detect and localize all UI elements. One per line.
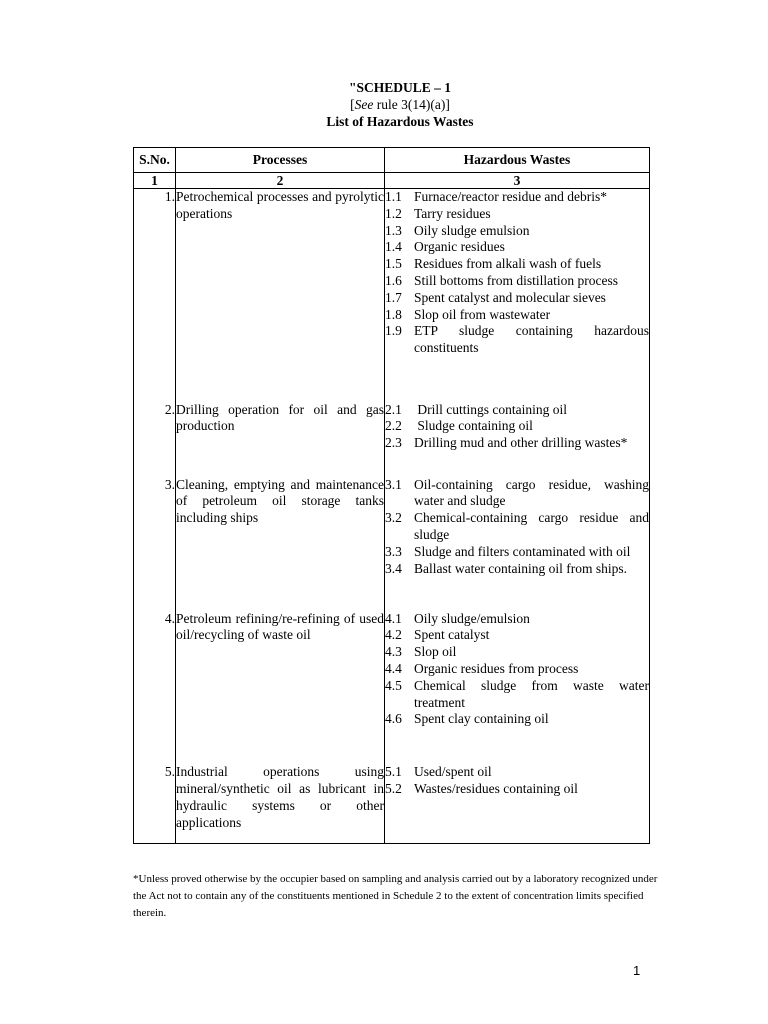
waste-item xyxy=(385,781,649,798)
row-sno: 4. xyxy=(134,611,176,749)
table-row xyxy=(134,764,650,843)
waste-item xyxy=(385,627,649,644)
waste-item xyxy=(385,402,649,419)
waste-number: 4.3 xyxy=(385,644,402,660)
row-sno: 3. xyxy=(134,477,176,595)
waste-number: 5.1 xyxy=(385,764,402,780)
row-process: Petrochemical processes and pyrolytic operations xyxy=(176,189,385,386)
hazardous-wastes-table xyxy=(133,147,650,844)
waste-item xyxy=(385,290,649,307)
waste-text: Slop oil from wastewater xyxy=(414,306,551,322)
waste-text: Spent clay containing oil xyxy=(414,711,549,727)
header-processes: Processes xyxy=(176,148,385,173)
waste-text: Oily sludge emulsion xyxy=(414,222,530,238)
waste-item xyxy=(385,644,649,661)
header-hazardous-wastes: Hazardous Wastes xyxy=(385,148,650,173)
waste-text: Chemical sludge from waste water treatment xyxy=(414,677,649,710)
waste-number: 1.4 xyxy=(385,239,402,255)
waste-number: 1.5 xyxy=(385,256,402,272)
waste-item xyxy=(385,561,649,578)
row-wastes xyxy=(385,764,650,843)
waste-item xyxy=(385,678,649,712)
waste-item xyxy=(385,544,649,561)
rule-reference xyxy=(0,96,768,113)
waste-number: 2.3 xyxy=(385,435,402,451)
waste-item xyxy=(385,418,649,435)
waste-number: 3.4 xyxy=(385,560,402,576)
waste-number: 1.9 xyxy=(385,323,402,339)
waste-item xyxy=(385,435,649,452)
waste-text: Spent catalyst xyxy=(414,627,490,643)
waste-number: 1.6 xyxy=(385,272,402,288)
row-process: Industrial operations using mineral/synthetic oil as lubricant in hydraulic systems or other applications xyxy=(176,764,385,843)
waste-number: 1.2 xyxy=(385,205,402,221)
waste-number: 3.2 xyxy=(385,510,402,526)
row-sno: 1. xyxy=(134,189,176,386)
waste-text: Still bottoms from distillation process xyxy=(414,272,618,288)
row-wastes xyxy=(385,611,650,749)
waste-item xyxy=(385,273,649,290)
waste-number: 2.1 xyxy=(385,401,402,417)
column-number-1: 1 xyxy=(134,173,176,189)
waste-number: 2.2 xyxy=(385,418,402,434)
row-sno: 2. xyxy=(134,402,176,461)
waste-text: Wastes/residues containing oil xyxy=(414,781,578,797)
waste-text: Sludge and filters contaminated with oil xyxy=(414,543,631,559)
table-row xyxy=(134,477,650,595)
waste-text: ETP sludge containing hazardous constituents xyxy=(414,323,649,356)
waste-number: 4.6 xyxy=(385,711,402,727)
waste-text: Organic residues from process xyxy=(414,661,579,676)
waste-number: 1.7 xyxy=(385,289,402,305)
waste-number: 1.1 xyxy=(385,189,402,204)
waste-number: 3.3 xyxy=(385,543,402,559)
row-wastes xyxy=(385,477,650,595)
waste-text: Sludge containing oil xyxy=(414,418,533,434)
waste-text: Furnace/reactor residue and debris* xyxy=(414,189,608,204)
waste-text: Tarry residues xyxy=(414,205,491,221)
row-process: Cleaning, emptying and maintenance of petroleum oil storage tanks including ships xyxy=(176,477,385,595)
open-bracket: [ xyxy=(350,97,355,112)
waste-item xyxy=(385,323,649,357)
waste-number: 4.5 xyxy=(385,677,402,693)
table-row xyxy=(134,611,650,749)
waste-item xyxy=(385,711,649,728)
waste-text: Chemical-containing cargo residue and sludge xyxy=(414,510,649,543)
row-spacer xyxy=(134,748,650,764)
waste-text: Residues from alkali wash of fuels xyxy=(414,256,602,272)
table-row xyxy=(134,189,650,386)
column-number-3: 3 xyxy=(385,173,650,189)
waste-item xyxy=(385,239,649,256)
row-spacer xyxy=(134,386,650,402)
table-row xyxy=(134,402,650,461)
row-process: Drilling operation for oil and gas production xyxy=(176,402,385,461)
waste-item xyxy=(385,307,649,324)
waste-number: 4.4 xyxy=(385,661,402,676)
row-sno: 5. xyxy=(134,764,176,843)
waste-number: 5.2 xyxy=(385,781,402,797)
waste-item xyxy=(385,477,649,511)
see-word: See xyxy=(354,97,374,112)
waste-item xyxy=(385,510,649,544)
document-header xyxy=(0,79,768,130)
rule-text: rule 3(14)(a) xyxy=(373,97,446,112)
waste-text: Organic residues xyxy=(414,239,505,255)
close-bracket: ] xyxy=(445,97,450,112)
page-number: 1 xyxy=(633,963,641,978)
row-wastes xyxy=(385,189,650,386)
waste-number: 4.2 xyxy=(385,627,402,643)
waste-text: Ballast water containing oil from ships. xyxy=(414,560,627,576)
waste-number: 4.1 xyxy=(385,610,402,626)
footnote: *Unless proved otherwise by the occupier based on sampling and analysis carried out by a laboratory recognized under the Act not to contain any of the constituents mentioned in Schedule 2 to the extent of concentration limits specified therein. xyxy=(133,873,658,919)
table-header-row xyxy=(134,148,650,173)
waste-item xyxy=(385,223,649,240)
waste-text: Spent catalyst and molecular sieves xyxy=(414,289,606,305)
schedule-title: "SCHEDULE – 1 xyxy=(348,80,451,95)
row-wastes xyxy=(385,402,650,461)
waste-text: Oil-containing cargo residue, washing water and sludge xyxy=(414,476,649,509)
waste-text: Drill cuttings containing oil xyxy=(414,401,567,417)
list-title: List of Hazardous Wastes xyxy=(326,114,474,129)
row-process: Petroleum refining/re-refining of used oil/recycling of waste oil xyxy=(176,611,385,749)
waste-number: 1.3 xyxy=(385,222,402,238)
column-number-row xyxy=(134,173,650,189)
waste-number: 3.1 xyxy=(385,476,402,492)
waste-number: 1.8 xyxy=(385,306,402,322)
waste-item xyxy=(385,764,649,781)
waste-text: Used/spent oil xyxy=(414,764,492,780)
column-number-2: 2 xyxy=(176,173,385,189)
row-spacer xyxy=(134,461,650,477)
waste-item xyxy=(385,189,649,206)
waste-text: Drilling mud and other drilling wastes* xyxy=(414,435,628,451)
waste-item xyxy=(385,611,649,628)
waste-item xyxy=(385,661,649,678)
waste-item xyxy=(385,206,649,223)
header-sno: S.No. xyxy=(134,148,176,173)
waste-text: Oily sludge/emulsion xyxy=(414,610,530,626)
row-spacer xyxy=(134,595,650,611)
waste-text: Slop oil xyxy=(414,644,457,660)
waste-item xyxy=(385,256,649,273)
